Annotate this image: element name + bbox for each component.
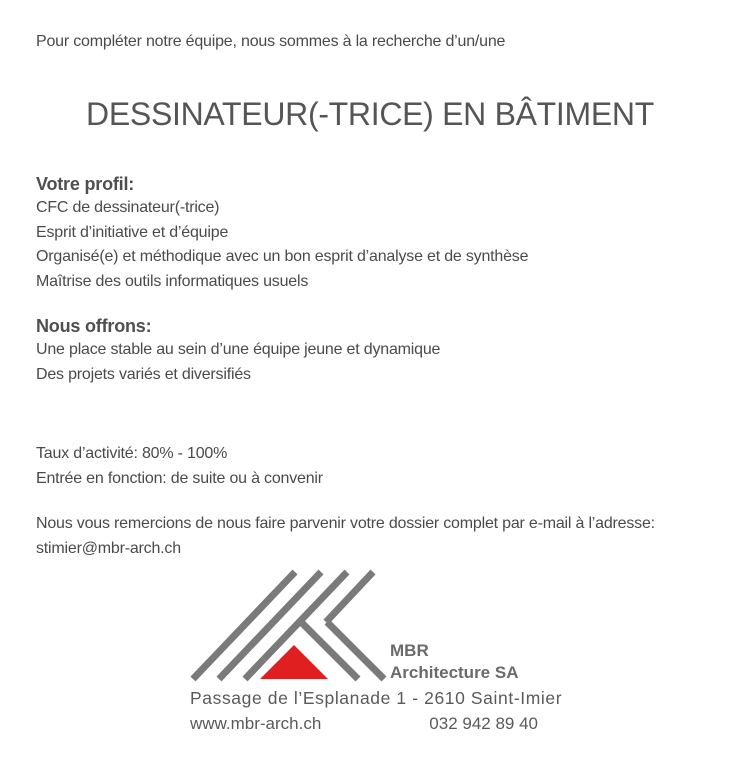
job-title: DESSINATEUR(-TRICE) EN BÂTIMENT [86,96,654,132]
footer-row [190,714,538,734]
conditions-section [36,442,323,491]
company-name-line2: Architecture SA [390,663,519,682]
profile-heading: Votre profil: [36,174,135,194]
profile-item: Organisé(e) et méthodique avec un bon esprit d’analyse et de synthèse [36,248,529,265]
intro-text: Pour compléter notre équipe, nous sommes à la recherche d’un/une [36,33,506,50]
contact-email-link[interactable]: stimier@mbr-arch.ch [36,539,181,557]
website-link[interactable]: www.mbr-arch.ch [190,714,322,733]
profile-section [36,172,528,294]
start-date: Entrée en fonction: de suite ou à convenir [36,469,323,487]
company-name [390,640,518,684]
offer-item: Une place stable au sein d’une équipe jeune et dynamique [36,341,441,358]
profile-item: Maîtrise des outils informatiques usuels [36,272,309,290]
mbr-logo-icon [188,568,388,684]
contact-section [36,512,655,561]
company-address: Passage de l’Esplanade 1 - 2610 Saint-Imier [190,688,563,708]
phone-number: 032 942 89 40 [429,714,538,733]
offer-section [36,314,440,387]
activity-rate: Taux d’activité: 80% - 100% [36,445,228,462]
contact-text: Nous vous remercions de nous faire parvenir votre dossier complet par e-mail à l’adresse: [36,515,655,532]
offer-item: Des projets variés et diversifiés [36,365,251,383]
profile-item: CFC de dessinateur(-trice) [36,199,220,216]
company-name-line1: MBR [390,641,429,660]
offer-heading: Nous offrons: [36,316,152,336]
profile-item: Esprit d’initiative et d’équipe [36,223,229,241]
